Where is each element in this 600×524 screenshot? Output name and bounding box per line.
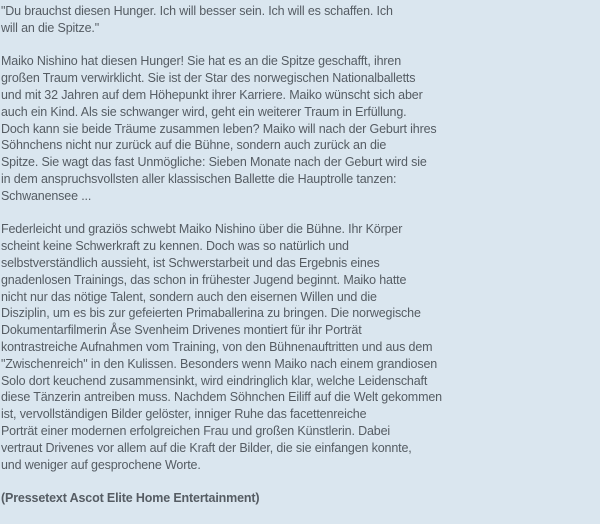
text-line: "Zwischenreich" in den Kulissen. Besonders wenn Maiko nach einem grandiosen [1,356,438,371]
press-credit: (Pressetext Ascot Elite Home Entertainment) [1,491,260,506]
text-line: und weniger auf gesprochene Worte. [1,457,201,472]
text-line: Federleicht und graziös schwebt Maiko Nishino über die Bühne. Ihr Körper [1,222,403,237]
text-line: Solo dort keuchend zusammensinkt, wird eindringlich klar, welche Leidenschaft [1,373,428,388]
synopsis-paragraph [1,53,598,204]
text-line: Söhnchens nicht nur zurück auf die Bühne, sondern auch zurück an die [1,138,387,153]
text-line: ist, vervollständigen Bilder gelöster, inniger Ruhe das facettenreiche [1,407,367,422]
text-line: großen Traum verwirklicht. Sie ist der Star des norwegischen Nationalballetts [1,71,416,86]
text-line: nicht nur das nötige Talent, sondern auch den eisernen Willen und die [1,289,377,304]
text-line: kontrastreiche Aufnahmen vom Training, von den Bühnenauftritten und aus dem [1,339,433,354]
text-line: vertraut Drivenes vor allem auf die Kraft der Bilder, die sie einfangen konnte, [1,440,412,455]
text-line: selbstverständlich aussieht, ist Schwerstarbeit und das Ergebnis eines [1,255,380,270]
text-line: auch ein Kind. Als sie schwanger wird, geht ein weiterer Traum in Erfüllung. [1,104,407,119]
text-line: diese Tänzerin antreiben muss. Nachdem Söhnchen Eiliff auf die Welt gekommen [1,390,442,405]
text-line: scheint keine Schwerkraft zu kennen. Doch was so natürlich und [1,239,349,254]
text-line: Spitze. Sie wagt das fast Unmögliche: Sieben Monate nach der Geburt wird sie [1,155,427,170]
text-line: in dem anspruchsvollsten aller klassischen Ballette die Hauptrolle tanzen: [1,171,397,186]
text-line: und mit 32 Jahren auf dem Höhepunkt ihrer Karriere. Maiko wünscht sich aber [1,87,423,102]
text-line: Porträt einer modernen erfolgreichen Frau und großen Künstlerin. Dabei [1,423,391,438]
text-line: Disziplin, um es bis zur gefeierten Primaballerina zu bringen. Die norwegische [1,306,421,321]
review-paragraph [1,221,598,473]
text-line: gnadenlosen Trainings, das schon in frühester Jugend beginnt. Maiko hatte [1,272,407,287]
text-line: Doch kann sie beide Träume zusammen leben? Maiko will nach der Geburt ihres [1,121,437,136]
text-line: Dokumentarfilmerin Åse Svenheim Drivenes montiert für ihr Porträt [1,323,362,338]
intro-quote [1,3,598,37]
text-line: will an die Spitze." [1,20,100,35]
text-line: Schwanensee ... [1,188,92,203]
text-line: Maiko Nishino hat diesen Hunger! Sie hat es an die Spitze geschafft, ihren [1,54,402,69]
text-line: "Du brauchst diesen Hunger. Ich will besser sein. Ich will es schaffen. Ich [1,4,393,18]
